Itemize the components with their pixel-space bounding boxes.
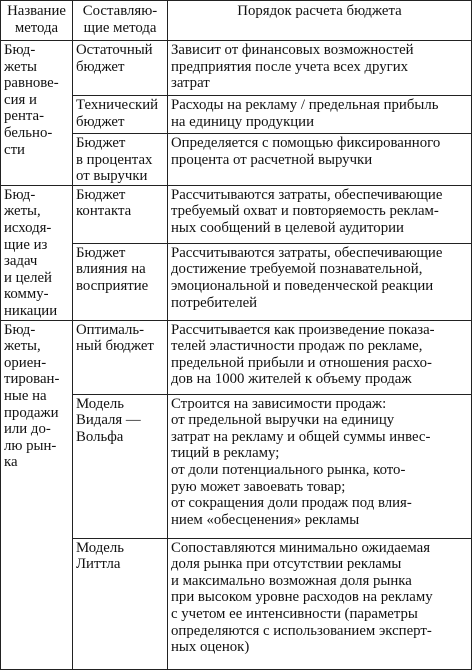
header-method-components: Составляю- щие метода <box>73 1 168 41</box>
header-budget-calculation: Порядок расчета бюджета <box>168 1 472 41</box>
component-cell: Остаточный бюджет <box>73 41 168 96</box>
description-cell: Зависит от финансовых возможностей предприятия после учета всех других затрат <box>168 41 472 96</box>
table-row <box>1 185 472 243</box>
component-cell: Оптималь- ный бюджет <box>73 320 168 394</box>
description-cell: Сопоставляются минимально ожидаемая доля рынка при отсутствии рекламы и максимально возможная доля рынка при высоком уровне расходов на рекламу с учетом ее интенсивности (параметры определяются с использованием эксперт- ных оценок) <box>168 538 472 669</box>
description-cell: Строится на зависимости продаж: от предельной выручки на единицу затрат на рекламу и общей суммы инвес- тиций в рекламу; от доли потенциального рынка, кото- рую может завоевать товар; от сокращения доли продаж под влия- нием «обесценения» рекламы <box>168 394 472 538</box>
description-cell: Рассчитываются затраты, обеспечивающие достижение требуемой познавательной, эмоциональной и поведенческой реакции потребителей <box>168 243 472 320</box>
table-row <box>1 41 472 96</box>
header-method-name: Название метода <box>1 1 73 41</box>
group-name-cell: Бюд- жеты, ориен- тирован- ные на продажи или до- лю рын- ка <box>1 320 73 669</box>
description-cell: Рассчитывается как произведение показа- телей эластичности продаж по рекламе, предельной прибыли и отношения расхо- дов на 1000 жителей к объему продаж <box>168 320 472 394</box>
header-row <box>1 1 472 41</box>
description-cell: Определяется с помощью фиксированного процента от расчетной выручки <box>168 134 472 186</box>
component-cell: Бюджет в процентах от выручки <box>73 134 168 186</box>
group-name-cell: Бюд- жеты равнове- сия и рента- бельно- сти <box>1 41 73 186</box>
component-cell: Бюджет влияния на восприятие <box>73 243 168 320</box>
group-name-cell: Бюд- жеты, исходя- щие из задач и целей комму- никации <box>1 185 73 320</box>
description-cell: Расходы на рекламу / предельная прибыль на единицу продукции <box>168 96 472 134</box>
component-cell: Технический бюджет <box>73 96 168 134</box>
component-cell: Модель Видаля — Вольфа <box>73 394 168 538</box>
table-row <box>1 320 472 394</box>
component-cell: Модель Литтла <box>73 538 168 669</box>
component-cell: Бюджет контакта <box>73 185 168 243</box>
description-cell: Рассчитываются затраты, обеспечивающие требуемый охват и повторяемость реклам- ных сообщений в целевой аудитории <box>168 185 472 243</box>
